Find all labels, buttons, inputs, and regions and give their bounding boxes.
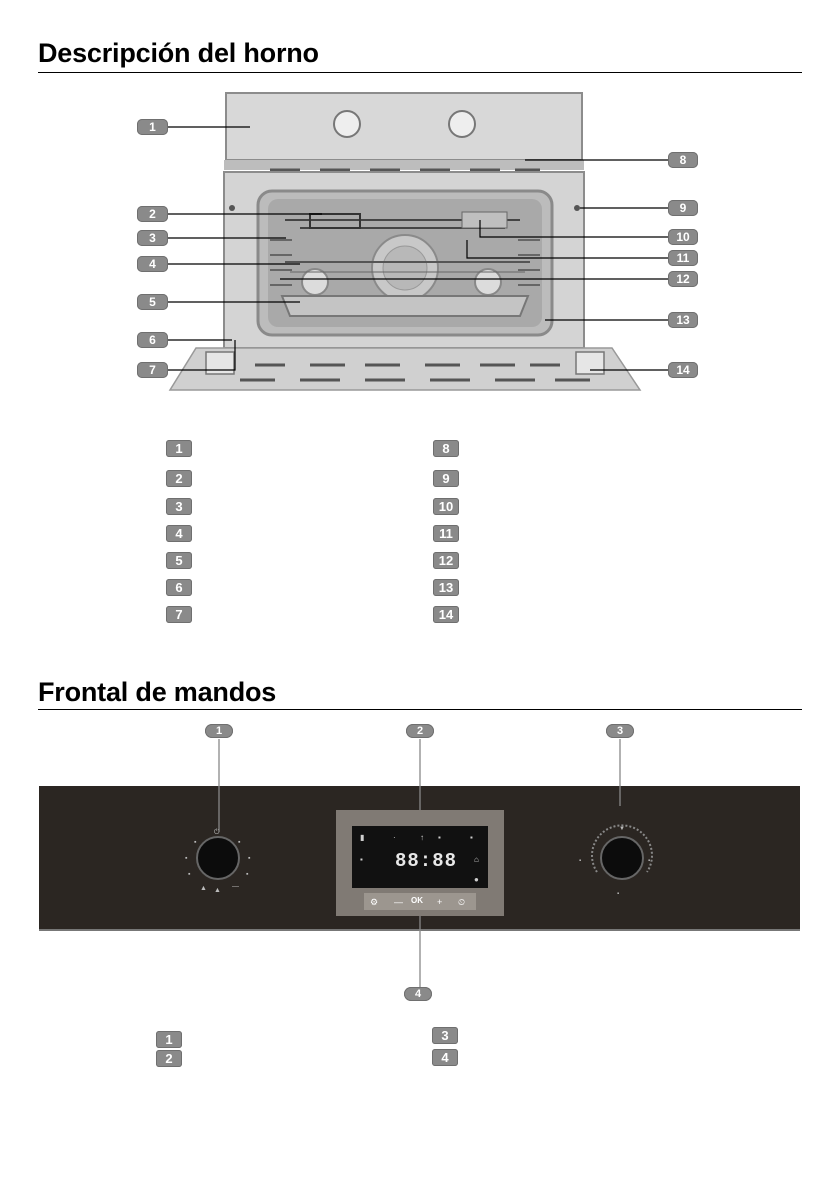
svg-text:▪: ▪ bbox=[248, 855, 251, 862]
oven-legend-1: 1 bbox=[166, 440, 192, 457]
svg-text:▪: ▪ bbox=[360, 855, 363, 864]
svg-text:⚙: ⚙ bbox=[370, 897, 379, 907]
oven-legend-10: 10 bbox=[433, 498, 459, 515]
oven-legend-14: 14 bbox=[433, 606, 459, 623]
oven-callout-4: 4 bbox=[137, 256, 168, 272]
oven-legend-13: 13 bbox=[433, 579, 459, 596]
oven-legend-4: 4 bbox=[166, 525, 192, 542]
svg-text:▪: ▪ bbox=[438, 833, 441, 842]
svg-text:▼: ▼ bbox=[619, 826, 625, 832]
svg-text:▪: ▪ bbox=[579, 858, 582, 864]
oven-legend-7: 7 bbox=[166, 606, 192, 623]
oven-description-title: Descripción del horno bbox=[38, 38, 319, 68]
control-callout-3: 3 bbox=[606, 724, 634, 738]
oven-callout-6: 6 bbox=[137, 332, 168, 348]
display-time: 88:88 bbox=[395, 850, 458, 872]
svg-text:▪: ▪ bbox=[238, 839, 241, 846]
oven-callout-10: 10 bbox=[668, 229, 698, 245]
svg-text:▪: ▪ bbox=[617, 891, 620, 897]
oven-legend-2: 2 bbox=[166, 470, 192, 487]
oven-legend-3: 3 bbox=[166, 498, 192, 515]
svg-text:▪: ▪ bbox=[185, 855, 188, 862]
ok-button-label: OK bbox=[411, 896, 423, 905]
svg-text:▪: ▪ bbox=[194, 839, 197, 846]
svg-text:·: · bbox=[393, 833, 396, 842]
oven-callout-7: 7 bbox=[137, 362, 168, 378]
svg-text:●: ● bbox=[474, 875, 479, 884]
oven-callout-9: 9 bbox=[668, 200, 698, 216]
control-legend-3: 3 bbox=[432, 1027, 458, 1044]
oven-callout-14: 14 bbox=[668, 362, 698, 378]
oven-callout-3: 3 bbox=[137, 230, 168, 246]
svg-text:⏻: ⏻ bbox=[214, 829, 220, 836]
svg-text:▪: ▪ bbox=[470, 833, 473, 842]
svg-text:▮: ▮ bbox=[360, 833, 365, 842]
control-callout-2: 2 bbox=[406, 724, 434, 738]
oven-callout-12: 12 bbox=[668, 271, 698, 287]
svg-text:▲: ▲ bbox=[214, 887, 221, 894]
control-panel-title: Frontal de mandos bbox=[38, 677, 277, 707]
svg-text:—: — bbox=[232, 883, 239, 890]
control-legend-2: 2 bbox=[156, 1050, 182, 1067]
oven-callout-1: 1 bbox=[137, 119, 168, 135]
oven-callout-8: 8 bbox=[668, 152, 698, 168]
oven-callout-2: 2 bbox=[137, 206, 168, 222]
svg-text:↑: ↑ bbox=[420, 833, 424, 842]
control-legend-4: 4 bbox=[432, 1049, 458, 1066]
control-callout-4: 4 bbox=[404, 987, 432, 1001]
svg-text:⌂: ⌂ bbox=[474, 855, 479, 864]
oven-legend-12: 12 bbox=[433, 552, 459, 569]
svg-text:▪: ▪ bbox=[246, 871, 249, 878]
svg-text:▪: ▪ bbox=[648, 858, 651, 864]
oven-legend-8: 8 bbox=[433, 440, 459, 457]
svg-text:+: + bbox=[437, 897, 443, 907]
oven-legend-9: 9 bbox=[433, 470, 459, 487]
svg-text:▪: ▪ bbox=[188, 871, 191, 878]
oven-callout-11: 11 bbox=[668, 250, 698, 266]
oven-callout-13: 13 bbox=[668, 312, 698, 328]
control-callout-1: 1 bbox=[205, 724, 233, 738]
oven-legend-11: 11 bbox=[433, 525, 459, 542]
control-legend-1: 1 bbox=[156, 1031, 182, 1048]
oven-legend-6: 6 bbox=[166, 579, 192, 596]
svg-text:⏲: ⏲ bbox=[458, 897, 466, 907]
svg-text:—: — bbox=[394, 897, 403, 907]
oven-legend-5: 5 bbox=[166, 552, 192, 569]
oven-callout-5: 5 bbox=[137, 294, 168, 310]
svg-text:▲: ▲ bbox=[200, 885, 207, 892]
